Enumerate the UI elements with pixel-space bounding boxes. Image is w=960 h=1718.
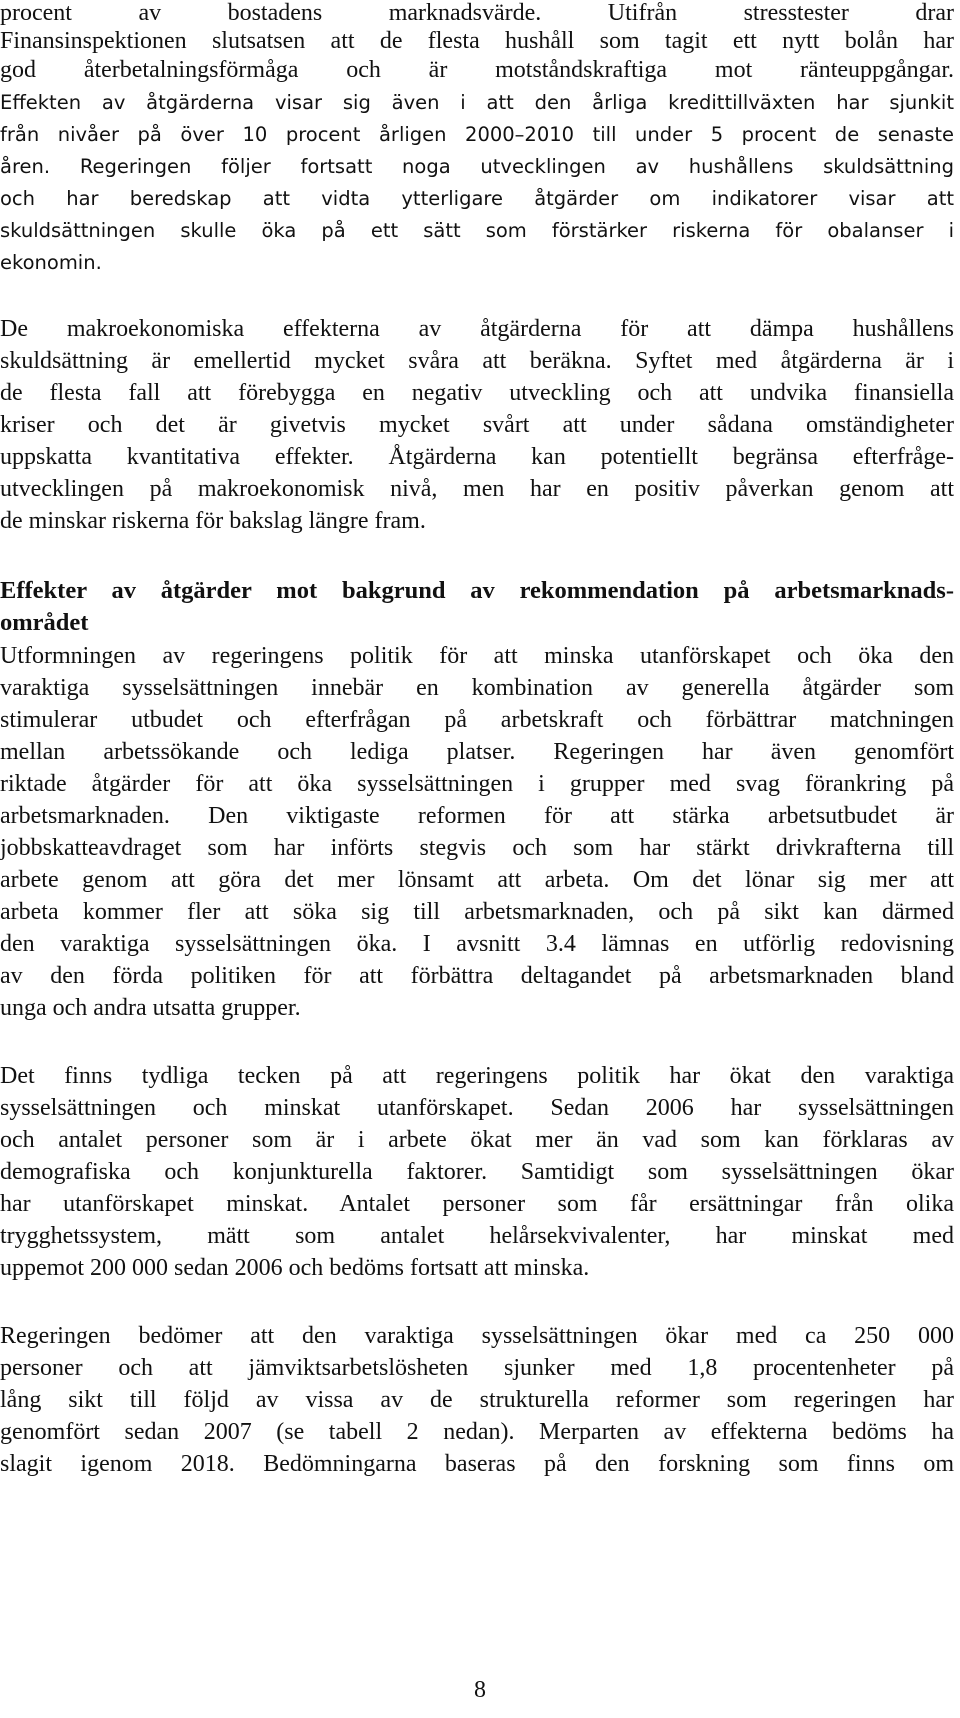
- text-line: Utformningen av regeringens politik för att minska utanförskapet och öka den: [0, 643, 954, 669]
- text-line: De makroekonomiska effekterna av åtgärderna för att dämpa hushållens: [0, 316, 954, 342]
- text-line: Finansinspektionen slutsatsen att de flesta hushåll som tagit ett nytt bolån har: [0, 28, 954, 54]
- text-line: av den förda politiken för att förbättra deltagandet på arbetsmarknaden bland: [0, 963, 954, 989]
- text-line: personer och att jämviktsarbetslösheten sjunker med 1,8 procentenheter på: [0, 1355, 954, 1381]
- text-line: arbete genom att göra det mer lönsamt att arbeta. Om det lönar sig mer att: [0, 867, 954, 893]
- text-line: demografiska och konjunkturella faktorer. Samtidigt som sysselsättningen ökar: [0, 1159, 954, 1185]
- text-line: varaktiga sysselsättningen innebär en kombination av generella åtgärder som: [0, 675, 954, 701]
- text-line: sysselsättningen och minskat utanförskapet. Sedan 2006 har sysselsättningen: [0, 1095, 954, 1121]
- text-line: jobbskatteavdraget som har införts stegvis och som har stärkt drivkrafterna till: [0, 835, 954, 861]
- text-line: unga och andra utsatta grupper.: [0, 995, 301, 1021]
- text-line: arbeta kommer fler att söka sig till arbetsmarknaden, och på sikt kan därmed: [0, 899, 954, 925]
- text-line: har utanförskapet minskat. Antalet personer som får ersättningar från olika: [0, 1191, 954, 1217]
- text-line: lång sikt till följd av vissa av de strukturella reformer som regeringen har: [0, 1387, 954, 1413]
- text-line: god återbetalningsförmåga och är motståndskraftiga mot ränteuppgångar.: [0, 57, 954, 83]
- text-line: och har beredskap att vidta ytterligare åtgärder om indikatorer visar att: [0, 187, 954, 210]
- text-line: arbetsmarknaden. Den viktigaste reformen för att stärka arbetsutbudet är: [0, 803, 954, 829]
- text-line: procent av bostadens marknadsvärde. Utifrån stresstester drar: [0, 0, 954, 26]
- heading-line: Effekter av åtgärder mot bakgrund av rekommendation på arbetsmarknads-: [0, 577, 954, 604]
- text-line: Det finns tydliga tecken på att regeringens politik har ökat den varaktiga: [0, 1063, 954, 1089]
- text-line: stimulerar utbudet och efterfrågan på arbetskraft och förbättrar matchningen: [0, 707, 954, 733]
- text-line: kriser och det är givetvis mycket svårt att under sådana omständigheter: [0, 412, 954, 438]
- text-line: den varaktiga sysselsättningen öka. I avsnitt 3.4 lämnas en utförlig redovisning: [0, 931, 954, 957]
- text-line: åren. Regeringen följer fortsatt noga utvecklingen av hushållens skuldsättning: [0, 155, 954, 178]
- text-line: uppskatta kvantitativa effekter. Åtgärderna kan potentiellt begränsa efterfråge-: [0, 444, 954, 470]
- page-number: 8: [474, 1677, 486, 1703]
- text-line: skuldsättning är emellertid mycket svåra att beräkna. Syftet med åtgärderna är i: [0, 348, 954, 374]
- text-line: mellan arbetssökande och lediga platser. Regeringen har även genomfört: [0, 739, 954, 765]
- text-line: de minskar riskerna för bakslag längre fram.: [0, 508, 426, 534]
- text-line: Regeringen bedömer att den varaktiga sysselsättningen ökar med ca 250 000: [0, 1323, 954, 1349]
- text-line: riktade åtgärder för att öka sysselsättningen i grupper med svag förankring på: [0, 771, 954, 797]
- text-line: ekonomin.: [0, 251, 102, 274]
- text-line: och antalet personer som är i arbete ökat mer än vad som kan förklaras av: [0, 1127, 954, 1153]
- text-line: Effekten av åtgärderna visar sig även i att den årliga kredittillväxten har sjunkit: [0, 91, 954, 114]
- text-line: från nivåer på över 10 procent årligen 2000–2010 till under 5 procent de senaste: [0, 123, 954, 146]
- text-line: genomfört sedan 2007 (se tabell 2 nedan). Merparten av effekterna bedöms ha: [0, 1419, 954, 1445]
- text-line: uppemot 200 000 sedan 2006 och bedöms fortsatt att minska.: [0, 1255, 590, 1281]
- text-line: trygghetssystem, mätt som antalet helårsekvivalenter, har minskat med: [0, 1223, 954, 1249]
- text-line: utvecklingen på makroekonomisk nivå, men har en positiv påverkan genom att: [0, 476, 954, 502]
- heading-line: området: [0, 609, 89, 636]
- text-line: slagit igenom 2018. Bedömningarna baseras på den forskning som finns om: [0, 1451, 954, 1477]
- text-line: de flesta fall att förebygga en negativ utveckling och att undvika finansiella: [0, 380, 954, 406]
- text-line: skuldsättningen skulle öka på ett sätt som förstärker riskerna för obalanser i: [0, 219, 954, 242]
